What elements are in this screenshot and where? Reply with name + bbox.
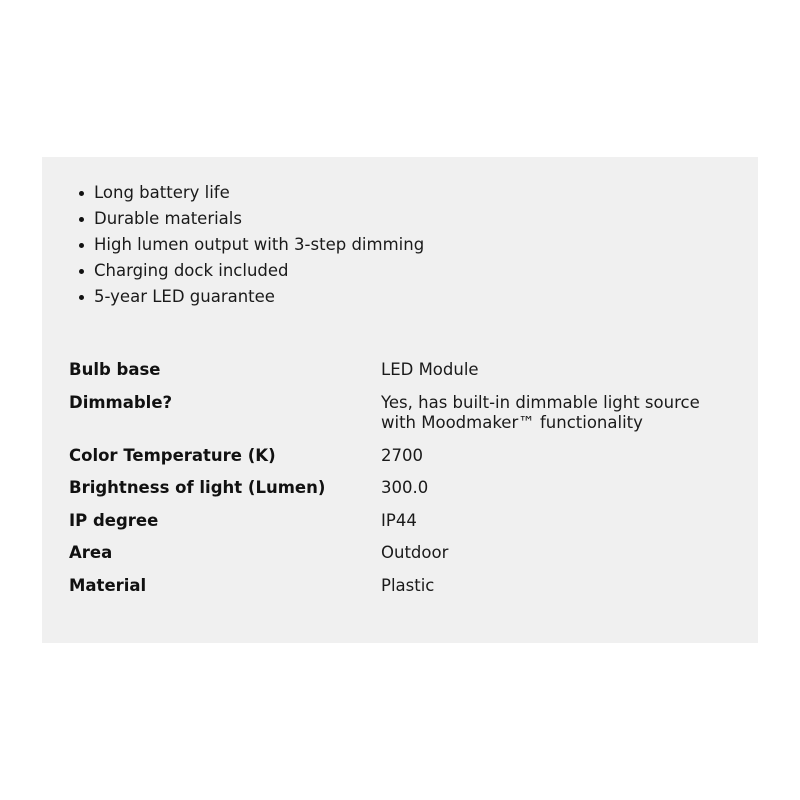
spec-label: IP degree xyxy=(69,511,159,530)
spec-row xyxy=(69,393,739,433)
bullet-icon xyxy=(79,269,84,274)
spec-value: 2700 xyxy=(381,446,423,465)
feature-text: Long battery life xyxy=(94,183,230,202)
spec-row xyxy=(69,446,739,466)
feature-item xyxy=(78,208,424,234)
spec-value: IP44 xyxy=(381,511,417,530)
spec-value: Outdoor xyxy=(381,543,449,562)
feature-item xyxy=(78,260,424,286)
spec-row xyxy=(69,360,739,380)
spec-table xyxy=(69,360,739,596)
spec-row xyxy=(69,511,739,531)
spec-label: Bulb base xyxy=(69,360,161,379)
feature-list xyxy=(78,182,424,312)
spec-label: Dimmable? xyxy=(69,393,173,412)
spec-label: Area xyxy=(69,543,113,562)
feature-item xyxy=(78,286,424,312)
feature-item xyxy=(78,234,424,260)
spec-value: Plastic xyxy=(381,576,435,595)
spec-label: Color Temperature (K) xyxy=(69,446,276,465)
feature-text: High lumen output with 3-step dimming xyxy=(94,235,425,254)
bullet-icon xyxy=(79,217,84,222)
spec-value: LED Module xyxy=(381,360,479,379)
spec-row xyxy=(69,543,739,563)
product-details-panel xyxy=(42,157,758,643)
spec-row xyxy=(69,478,739,498)
feature-text: Durable materials xyxy=(94,209,242,228)
feature-item xyxy=(78,182,424,208)
feature-text: 5-year LED guarantee xyxy=(94,287,275,306)
bullet-icon xyxy=(79,295,84,300)
spec-label: Material xyxy=(69,576,147,595)
spec-label: Brightness of light (Lumen) xyxy=(69,478,326,497)
spec-value: 300.0 xyxy=(381,478,429,497)
spec-row xyxy=(69,576,739,596)
spec-value: Yes, has built-in dimmable light source with Moodmaker™ functionality xyxy=(381,393,700,432)
feature-text: Charging dock included xyxy=(94,261,289,280)
bullet-icon xyxy=(79,191,84,196)
bullet-icon xyxy=(79,243,84,248)
